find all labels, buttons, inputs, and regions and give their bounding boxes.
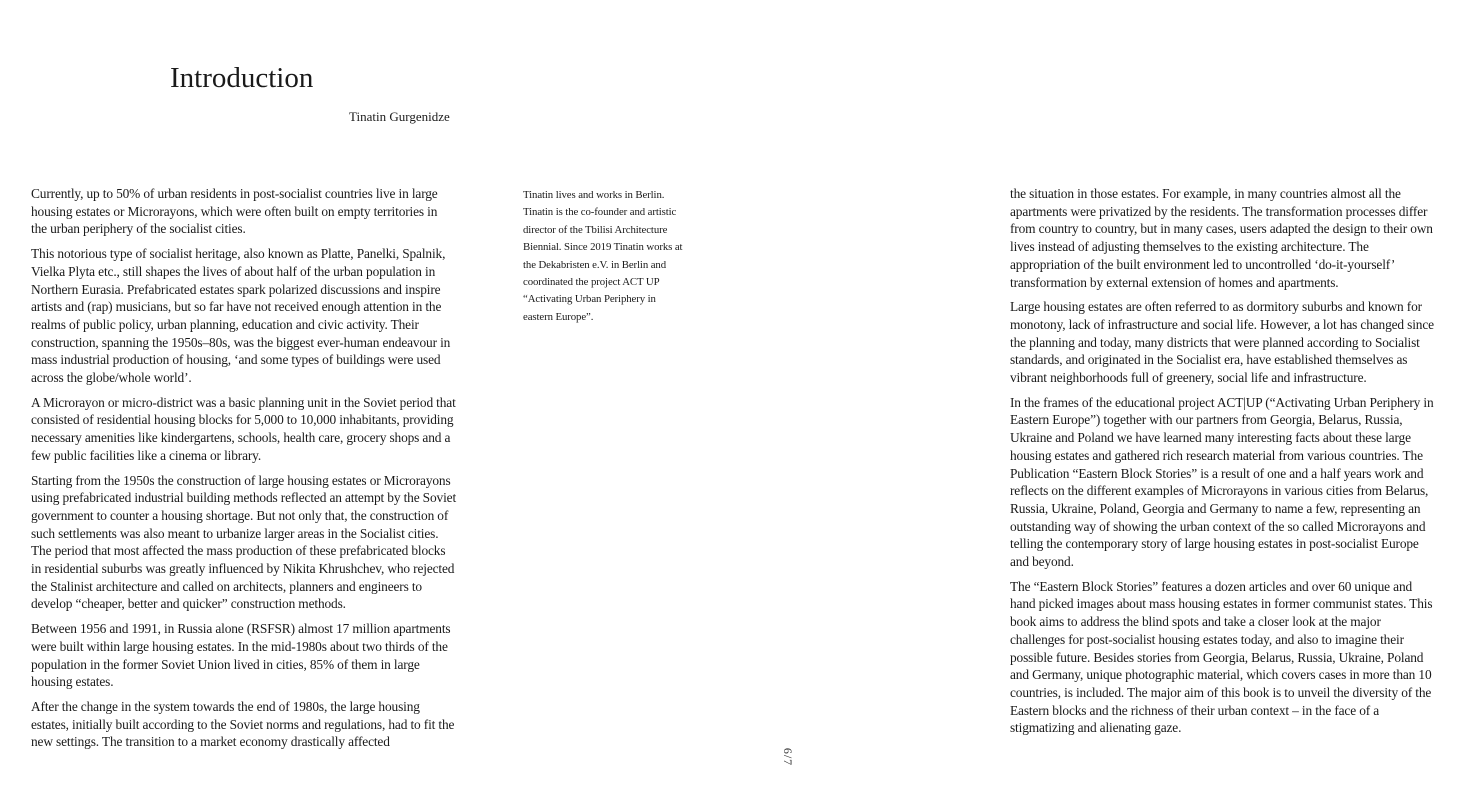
page-number: 6/7	[781, 747, 795, 767]
author-bio: Tinatin lives and works in Berlin. Tinatin is the co-founder and artistic director of the Tbilisi Architecture Biennial. Since 2019 Tinatin works at the Dekabristen e.V. in Berlin and coordinated the project ACT UP “Activating Urban Periphery in eastern Europe”.	[523, 189, 683, 323]
author-name: Tinatin Gurgenidze	[349, 109, 450, 124]
body-paragraph: Starting from the 1950s the construction of large housing estates or Microrayons using prefabricated industrial building methods reflected an attempt by the Soviet government to counter a housing shortage. But not only that, the construction of such settlements was also meant to urbanize larger areas in the Socialist cities. The period that most affected the mass production of these prefabricated blocks in residential suburbs was greatly influenced by Nikita Khrushchev, who rejected the Stalinist architecture and called on architects, planners and engineers to develop “cheaper, better and quicker” construction methods.	[31, 472, 457, 612]
body-paragraph: Between 1956 and 1991, in Russia alone (RSFSR) almost 17 million apartments were built within large housing estates. In the mid-1980s about two thirds of the population in the former Soviet Union lived in cities, 85% of them in large housing estates.	[31, 621, 451, 690]
page-title: Introduction	[170, 62, 314, 94]
body-paragraph: Currently, up to 50% of urban residents in post-socialist countries live in large housing estates or Microrayons, which were often built on empty territories in the urban periphery of the socialist cities.	[31, 186, 438, 237]
body-paragraph: Large housing estates are often referred to as dormitory suburbs and known for monotony, lack of infrastructure and social life. However, a lot has changed since the planning and today, many districts that were planned according to Socialist standards, and originated in the Socialist era, have established themselves as vibrant neighborhoods full of greenery, social life and infrastructure.	[1010, 299, 1434, 386]
body-paragraph: After the change in the system towards the end of 1980s, the large housing estates, initially built according to the Soviet norms and regulations, had to fit the new settings. The transition to a market economy drastically affected	[31, 698, 455, 750]
body-paragraph: The “Eastern Block Stories” features a dozen articles and over 60 unique and hand picked images about mass housing estates in former communist states. This book aims to address the blind spots and take a closer look at the major challenges for post-socialist housing estates today, and also to imagine their possible future. Besides stories from Georgia, Belarus, Russia, Ukraine, Poland and Germany, unique photographic material, which covers cases in more than 10 countries, is included. The major aim of this book is to unveil the diversity of the Eastern blocks and the richness of their urban context – in the face of a stigmatizing and alienating gaze.	[1010, 578, 1433, 736]
body-paragraph: This notorious type of socialist heritage, also known as Platte, Panelki, Spalnik, Vielka Plyta etc., still shapes the lives of about half of the urban population in Northern Eurasia. Prefabricated estates spark polarized discussions and inspire artists and (rap) musicians, but so far have not received enough attention in the realms of public policy, urban planning, education and civic activity. Their construction, spanning the 1950s–80s, was the biggest ever-human endeavour in mass industrial production of housing, ‘and some types of buildings were used across the globe/whole world’.	[31, 246, 451, 386]
body-paragraph: A Microrayon or micro-district was a basic planning unit in the Soviet period that consisted of residential housing blocks for 5,000 to 10,000 inhabitants, providing necessary amenities like kindergartens, schools, health care, grocery shops and a few public facilities like a cinema or library.	[31, 394, 456, 463]
body-paragraph: the situation in those estates. For example, in many countries almost all the apartments were privatized by the residents. The transformation processes differ from country to country, but in many cases, users adapted the design to their own lives instead of adjusting themselves to the existing architecture. The appropriation of the built environment led to uncontrolled ‘do-it-yourself’ transformation by external extension of homes and apartments.	[1010, 186, 1433, 290]
left-text-column	[31, 185, 456, 758]
body-paragraph: In the frames of the educational project ACT|UP (“Activating Urban Periphery in Eastern Europe”) together with our partners from Georgia, Belarus, Russia, Ukraine and Poland we have learned many interesting facts about these large housing estates and gathered rich research material from various countries. The Publication “Eastern Block Stories” is a result of one and a half years work and reflects on the different examples of Microrayons in various cities from Belarus, Russia, Ukraine, Poland, Georgia and Germany to name a few, representing an outstanding way of showing the urban context of the so called Microrayons and telling the contemporary story of large housing estates in post-socialist Europe and beyond.	[1010, 394, 1434, 570]
right-text-column	[1010, 185, 1435, 744]
